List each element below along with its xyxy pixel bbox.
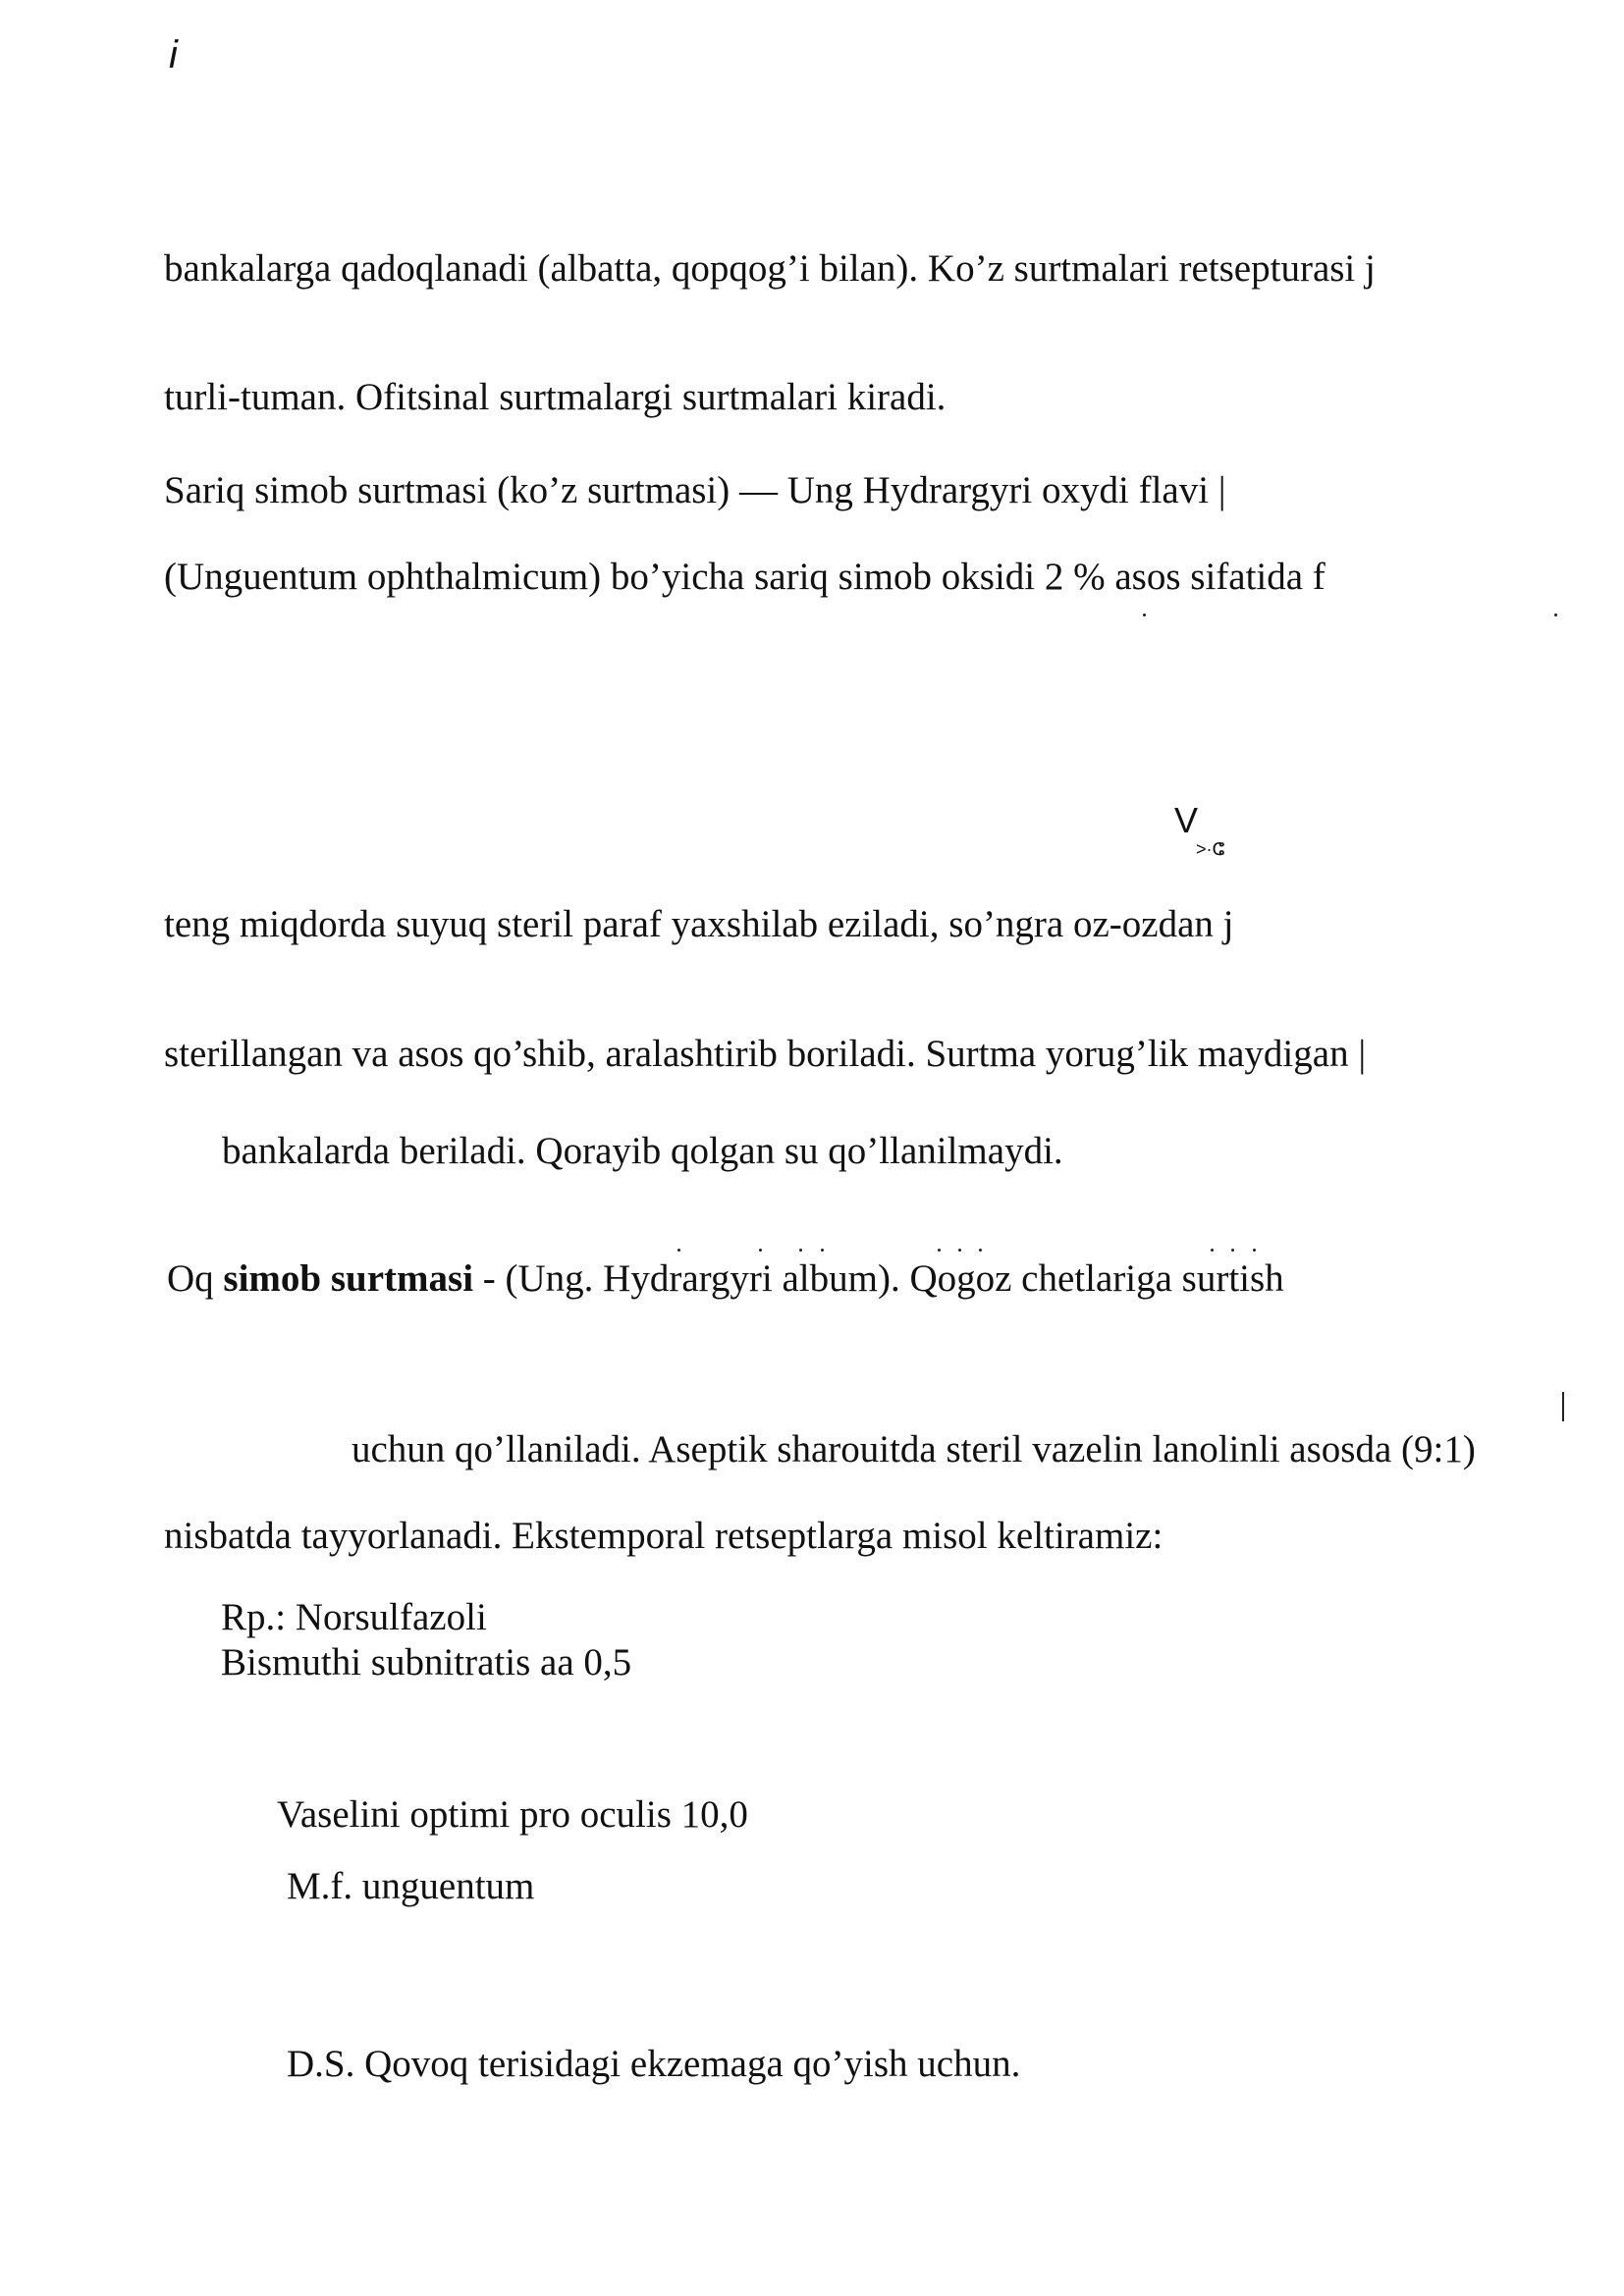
- paragraph-line-10: nisbatda tayyorlanadi. Ekstemporal retseptlarga misol keltiramiz:: [164, 1515, 1164, 1557]
- line-8-prefix: Oq: [167, 1257, 224, 1300]
- stray-v-mark: V: [1174, 800, 1199, 840]
- scan-speck: [1143, 614, 1146, 616]
- recipe-rp-line: Rp.: Norsulfazoli: [221, 1596, 487, 1638]
- scan-speck: [799, 1249, 802, 1252]
- scan-speck: [759, 1249, 762, 1252]
- paragraph-line-8: [167, 1259, 1284, 1298]
- recipe-vaselin-line: Vaselini optimi pro oculis 10,0: [277, 1793, 748, 1836]
- stray-symbol-mark: >·ⵛ: [1196, 839, 1225, 859]
- scan-speck: [821, 1249, 824, 1252]
- paragraph-line-7: bankalarda beriladi. Qorayib qolgan su qo’llanilmaydi.: [222, 1130, 1063, 1172]
- scan-speck: [1231, 1249, 1234, 1252]
- paragraph-line-6: sterillangan va asos qo’shib, aralashtirib boriladi. Surtma yorug’lik maydigan |: [164, 1033, 1367, 1075]
- paragraph-line-4: (Unguentum ophthalmicum) bo’yicha sariq simob oksidi 2 % asos sifatida f: [164, 556, 1326, 598]
- recipe-ds-line: D.S. Qovoq terisidagi ekzemaga qo’yish uchun.: [287, 2043, 1021, 2085]
- scan-speck: [1211, 1249, 1214, 1252]
- page-corner-mark: i: [169, 33, 178, 77]
- scan-speck: [677, 1249, 680, 1252]
- paragraph-line-3: Sariq simob surtmasi (ko’z surtmasi) — Ung Hydrargyri oxydi flavi |: [164, 469, 1226, 511]
- paragraph-line-2: turli-tuman. Ofitsinal surtmalargi surtmalari kiradi.: [164, 376, 947, 418]
- recipe-mf-line: M.f. unguentum: [287, 1865, 535, 1907]
- line-8-bold-term: simob surtmasi: [223, 1257, 474, 1300]
- scan-speck: [1253, 1249, 1256, 1252]
- paragraph-line-5: teng miqdorda suyuq steril paraf yaxshilab eziladi, so’ngra oz-ozdan j: [164, 903, 1234, 945]
- line-8-rest: - (Ung. Hydrargyri album). Qogoz chetlariga surtish: [473, 1257, 1284, 1300]
- paragraph-line-9: uchun qo’llaniladi. Aseptik sharouitda steril vazelin lanolinli asosda (9:1): [352, 1428, 1476, 1470]
- scan-speck: [938, 1249, 941, 1252]
- scan-speck: [1554, 614, 1557, 616]
- scan-speck: [958, 1249, 961, 1252]
- paragraph-line-1: bankalarga qadoqlanadi (albatta, qopqog’i bilan). Ko’z surtmalari retsepturasi j: [164, 247, 1376, 290]
- margin-bar: [1562, 1392, 1564, 1421]
- recipe-bismuth-line: Bismuthi subnitratis aa 0,5: [221, 1641, 632, 1683]
- scan-speck: [979, 1249, 982, 1252]
